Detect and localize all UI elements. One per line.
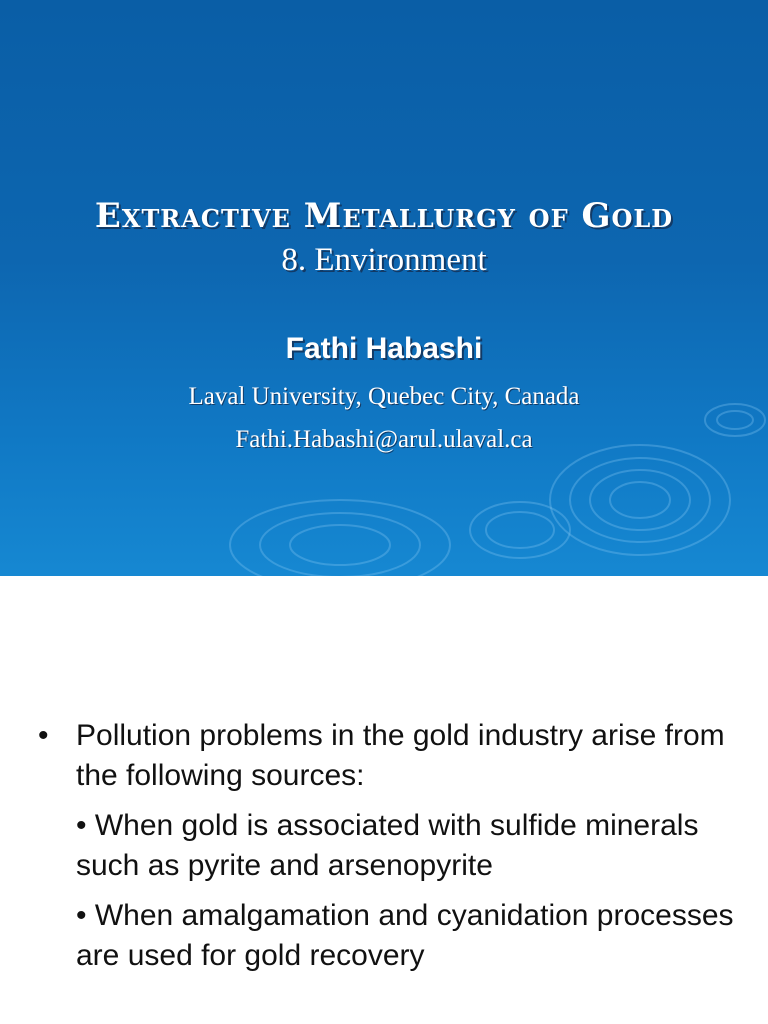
list-item [38, 716, 738, 796]
main-point-text: Pollution problems in the gold industry arise from the following sources: [76, 719, 725, 792]
author-email: Fathi.Habashi@arul.ulaval.ca [235, 426, 533, 453]
slide-subtitle: 8. Environment [281, 242, 487, 278]
slide-title: Extractive Metallurgy of Gold [94, 196, 674, 236]
author-affiliation: Laval University, Quebec City, Canada [188, 383, 580, 410]
list-item: • When gold is associated with sulfide minerals such as pyrite and arsenopyrite [76, 809, 699, 882]
list-item: • When amalgamation and cyanidation processes are used for gold recovery [76, 899, 734, 972]
bullet-marker: • [38, 719, 49, 752]
notes-list [38, 716, 738, 986]
author-name: Fathi Habashi [285, 332, 483, 365]
